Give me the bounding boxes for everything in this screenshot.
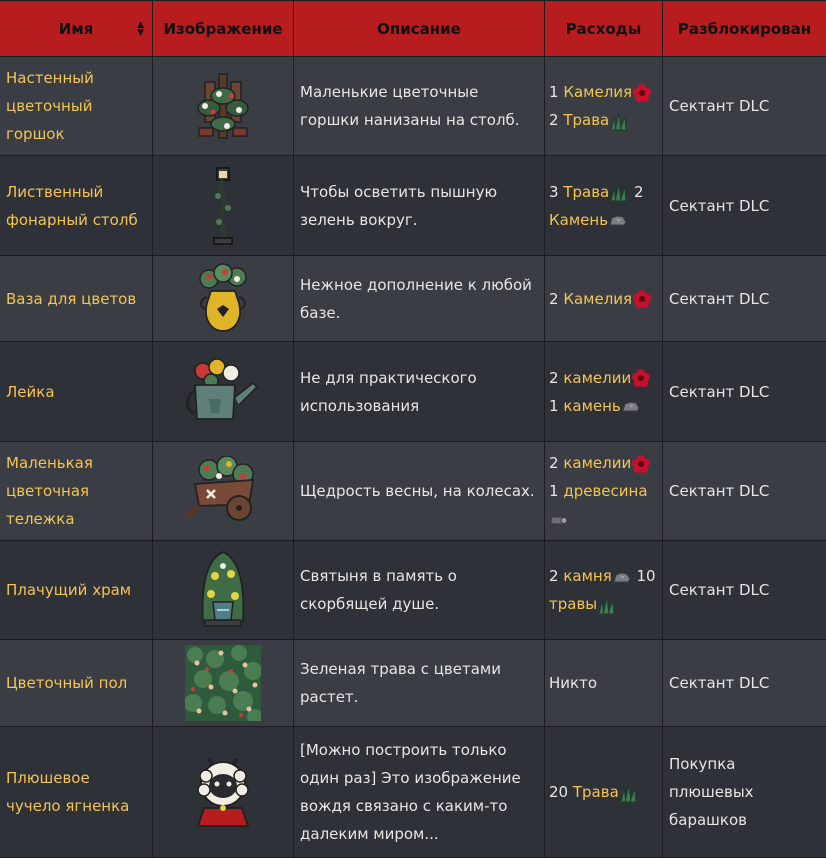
cost-resource-link[interactable]: травы — [549, 595, 597, 613]
item-description: Щедрость весны, на колесах. — [294, 442, 545, 541]
cost-quantity: 3 — [549, 183, 559, 201]
item-unlocked: Покупка плюшевых барашков — [663, 727, 826, 858]
table-row — [0, 640, 826, 727]
wall-flower-pot-image[interactable] — [153, 57, 294, 156]
item-description: [Можно построить только один раз] Это изображение вождя связано с каким-то далеким миром... — [294, 727, 545, 858]
item-unlocked: Сектант DLC — [663, 342, 826, 442]
camellia-icon — [632, 289, 652, 309]
table-row — [0, 57, 826, 156]
cost-quantity: 10 — [637, 567, 656, 585]
grass-icon — [597, 595, 617, 615]
item-name-link[interactable]: Лейка — [0, 342, 153, 442]
item-name-link[interactable]: Цветочный пол — [0, 640, 153, 727]
item-cost — [545, 442, 663, 541]
table-row — [0, 442, 826, 541]
table-row — [0, 342, 826, 442]
item-name-link[interactable]: Маленькая цветочная тележка — [0, 442, 153, 541]
cost-resource-link[interactable]: древесина — [563, 482, 647, 500]
grass-icon — [609, 111, 629, 131]
item-name-link[interactable]: Плачущий храм — [0, 541, 153, 640]
cost-resource-link[interactable]: Трава — [563, 111, 609, 129]
cost-resource-link[interactable]: Трава — [563, 183, 609, 201]
item-unlocked: Сектант DLC — [663, 256, 826, 342]
plush-lamb-image[interactable] — [153, 727, 294, 858]
cost-none-label: Никто — [549, 674, 597, 692]
cost-resource-link[interactable]: Трава — [573, 783, 619, 801]
cost-quantity: 20 — [549, 783, 568, 801]
stone-icon — [621, 399, 641, 413]
table-row — [0, 727, 826, 858]
cost-column-header: Расходы — [545, 1, 663, 57]
weeping-shrine-image[interactable] — [153, 541, 294, 640]
cost-resource-link[interactable]: камня — [563, 567, 611, 585]
cost-resource-link[interactable]: камень — [563, 397, 620, 415]
item-name-link[interactable]: Лиственный фонарный столб — [0, 156, 153, 256]
table-row — [0, 156, 826, 256]
description-column-header: Описание — [294, 1, 545, 57]
camellia-icon — [631, 454, 651, 474]
image-column-header: Изображение — [153, 1, 294, 57]
header-row — [0, 1, 826, 57]
sort-arrows-icon[interactable]: ▲ ▼ — [137, 21, 144, 37]
cost-resource-link[interactable]: Камелия — [563, 83, 632, 101]
cost-resource-link[interactable]: камелии — [563, 369, 631, 387]
item-unlocked: Сектант DLC — [663, 156, 826, 256]
flower-vase-image[interactable] — [153, 256, 294, 342]
item-description: Святыня в память о скорбящей душе. — [294, 541, 545, 640]
cost-quantity: 1 — [549, 83, 559, 101]
item-unlocked: Сектант DLC — [663, 541, 826, 640]
cost-quantity: 2 — [549, 567, 559, 585]
cost-quantity: 2 — [549, 369, 559, 387]
camellia-icon — [632, 83, 652, 103]
stone-icon — [612, 570, 632, 584]
watering-can-image[interactable] — [153, 342, 294, 442]
item-description: Нежное дополнение к любой базе. — [294, 256, 545, 342]
cost-resource-link[interactable]: камелии — [563, 454, 631, 472]
item-cost — [545, 256, 663, 342]
item-cost — [545, 57, 663, 156]
name-column-header[interactable] — [0, 1, 153, 57]
item-unlocked: Сектант DLC — [663, 640, 826, 727]
table-row — [0, 256, 826, 342]
item-description: Зеленая трава с цветами растет. — [294, 640, 545, 727]
item-name-link[interactable]: Настенный цветочный горшок — [0, 57, 153, 156]
item-unlocked: Сектант DLC — [663, 442, 826, 541]
item-name-link[interactable]: Плюшевое чучело ягненка — [0, 727, 153, 858]
table-row — [0, 541, 826, 640]
item-cost — [545, 342, 663, 442]
cost-quantity: 2 — [549, 454, 559, 472]
cost-quantity: 2 — [634, 183, 644, 201]
name-header-label: Имя — [59, 20, 93, 38]
cost-quantity: 2 — [549, 111, 559, 129]
item-unlocked: Сектант DLC — [663, 57, 826, 156]
flower-floor-image[interactable] — [153, 640, 294, 727]
grass-icon — [619, 783, 639, 803]
item-description: Чтобы осветить пышную зелень вокруг. — [294, 156, 545, 256]
cost-quantity: 2 — [549, 290, 559, 308]
flower-cart-image[interactable] — [153, 442, 294, 541]
leafy-lamp-post-image[interactable] — [153, 156, 294, 256]
item-cost — [545, 727, 663, 858]
item-description: Не для практического использования — [294, 342, 545, 442]
item-cost — [545, 541, 663, 640]
item-description: Маленькие цветочные горшки нанизаны на столб. — [294, 57, 545, 156]
camellia-icon — [631, 368, 651, 388]
cost-quantity: 1 — [549, 482, 559, 500]
grass-icon — [609, 182, 629, 202]
stone-icon — [608, 213, 628, 227]
wood-icon — [549, 513, 569, 527]
cost-quantity: 1 — [549, 397, 559, 415]
item-name-link[interactable]: Ваза для цветов — [0, 256, 153, 342]
unlocked-column-header: Разблокирован — [663, 1, 826, 57]
item-cost — [545, 156, 663, 256]
cost-resource-link[interactable]: Камень — [549, 211, 608, 229]
cost-resource-link[interactable]: Камелия — [563, 290, 632, 308]
item-cost — [545, 640, 663, 727]
